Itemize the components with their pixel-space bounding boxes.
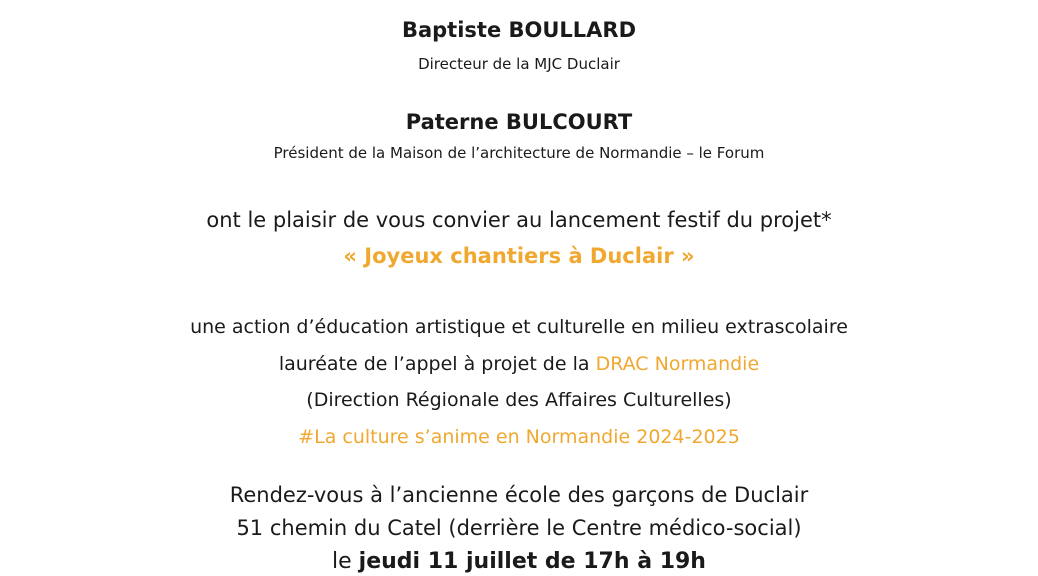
invitation-intro: ont le plaisir de vous convier au lancement festif du projet*: [206, 208, 832, 232]
description-hashtag: #La culture s’anime en Normandie 2024-2025: [298, 426, 740, 448]
host-2-role: Président de la Maison de l’architecture de Normandie – le Forum: [273, 144, 765, 162]
description-line-2: [0, 355, 1038, 374]
drac-highlight: DRAC Normandie: [595, 353, 760, 375]
description-line-2-prefix: lauréate de l’appel à projet de la: [278, 353, 596, 375]
venue-date: [0, 551, 1038, 573]
venue-date-bold: jeudi 11 juillet de 17h à 19h: [358, 549, 706, 574]
venue-line-2: 51 chemin du Catel (derrière le Centre médico-social): [236, 516, 802, 540]
description-line-1: une action d’éducation artistique et culturelle en milieu extrascolaire: [190, 316, 848, 338]
project-title: « Joyeux chantiers à Duclair »: [343, 244, 695, 268]
host-1-name: Baptiste BOULLARD: [401, 18, 637, 42]
venue-date-prefix: le: [332, 549, 359, 574]
host-2-name: Paterne BULCOURT: [405, 110, 633, 134]
description-line-3: (Direction Régionale des Affaires Culturelles): [306, 389, 732, 411]
host-1-role: Directeur de la MJC Duclair: [418, 55, 620, 73]
venue-line-1: Rendez-vous à l’ancienne école des garçons de Duclair: [229, 483, 809, 507]
